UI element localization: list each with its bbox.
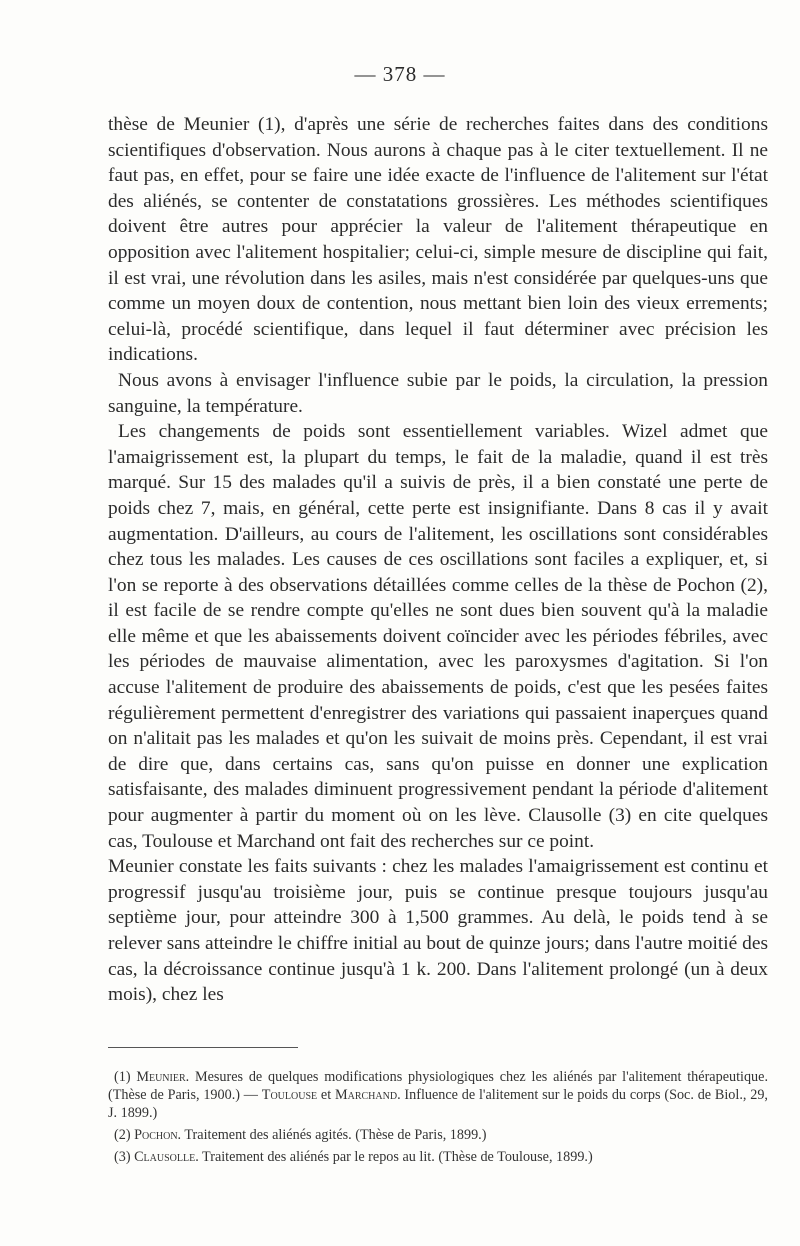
footnote-number: (1) (114, 1069, 131, 1085)
footnote-author: Clausolle (134, 1149, 196, 1165)
paragraph-3: Les changements de poids sont essentiellement variables. Wizel admet que l'amaigrissement est, la plupart du temps, le fait de la maladie, quand il est très marqué. Sur 15 des malades qu'il a suivis de près, il a bien constaté une perte de poids chez 7, mais, en général, cette perte est insignifiante. Dans 8 cas il y avait augmentation. D'ailleurs, au cours de l'alitement, les oscillations sont considérables chez tous les malades. Les causes de ces oscillations sont faciles a expliquer, et, si l'on se reporte à des observations détaillées comme celles de la thèse de Pochon (2), il est facile de se rendre compte qu'elles ne sont dues bien souvent qu'à la maladie elle même et que les abaissements doivent coïncider avec les périodes fébriles, avec les périodes de mauvaise alimentation, avec les paroxysmes d'agitation. Si l'on accuse l'alitement de produire des abaissements de poids, c'est que les pesées faites régulièrement permettent d'enregistrer des variations qui passaient inaperçues quand on n'alitait pas les malades et qu'on les suivait de moins près. Cependant, il est vrai de dire que, dans certains cas, sans qu'on puisse en donner une explication satisfaisante, des malades diminuent progressivement pendant la période d'alitement pour augmenter à partir du moment où on les lève. Clausolle (3) en cite quelques cas, Toulouse et Marchand ont fait des recherches sur ce point. (108, 421, 768, 852)
main-text (108, 112, 768, 1008)
footnote-number: (2) (114, 1127, 131, 1143)
footnote-text: . Traitement des aliénés par le repos au lit. (Thèse de Toulouse, 1899.) (195, 1149, 593, 1165)
footnote-author: Meunier (136, 1069, 186, 1085)
footnote-divider (108, 1047, 298, 1048)
footnote-author: Toulouse (261, 1087, 318, 1103)
paragraph-4: Meunier constate les faits suivants : chez les malades l'amaigrissement est continu et progressif jusqu'au troisième jour, puis se continue presque toujours jusqu'au septième jour, pour atteindre 300 à 1,500 grammes. Au delà, le poids tend à se relever sans atteindre le chiffre initial au bout de quinze jours; dans l'autre moitié des cas, la décroissance continue jusqu'à 1 k. 200. Dans l'alitement prolongé (un à deux mois), chez les (108, 856, 768, 1006)
footnote-2 (108, 1126, 768, 1144)
paragraph-2: Nous avons à envisager l'influence subie par le poids, la circulation, la pression sanguine, la température. (108, 369, 768, 417)
footnote-1 (108, 1068, 768, 1122)
footnote-text: et (317, 1087, 335, 1103)
footnote-3 (108, 1148, 768, 1166)
footnote-text: . Influence de l'alitement sur le poids du corps (Soc. de Biol., 29, J. 1899.) (108, 1087, 768, 1121)
footnote-author: Pochon (134, 1127, 178, 1143)
page-number: — 378 — (354, 62, 446, 86)
footnote-text: . Mesures de quelques modifications physiologiques chez les aliénés par l'alitement thérapeutique. (Thèse de Paris, 1900.) — (108, 1069, 768, 1103)
paragraph-1: thèse de Meunier (1), d'après une série de recherches faites dans des conditions scientifiques d'observation. Nous aurons à chaque pas à le citer textuellement. Il ne faut pas, en effet, pour se faire une idée exacte de l'influence de l'alitement sur l'état des aliénés, se contenter de constatations grossières. Les méthodes scientifiques doivent être autres pour apprécier la valeur de l'alitement thérapeutique en opposition avec l'alitement hospitalier; celui-ci, simple mesure de discipline qui fait, il est vrai, une révolution dans les asiles, mais n'est considérée par quelques-uns que comme un moyen doux de contention, nous mettant bien loin des vieux errements; celui-là, procédé scientifique, dans lequel il faut déterminer avec précision les indications. (108, 114, 768, 366)
footnote-author: Marchand (334, 1087, 398, 1103)
footnote-number: (3) (114, 1149, 131, 1165)
footnotes (108, 1068, 768, 1170)
footnote-text: . Traitement des aliénés agités. (Thèse de Paris, 1899.) (177, 1127, 487, 1143)
